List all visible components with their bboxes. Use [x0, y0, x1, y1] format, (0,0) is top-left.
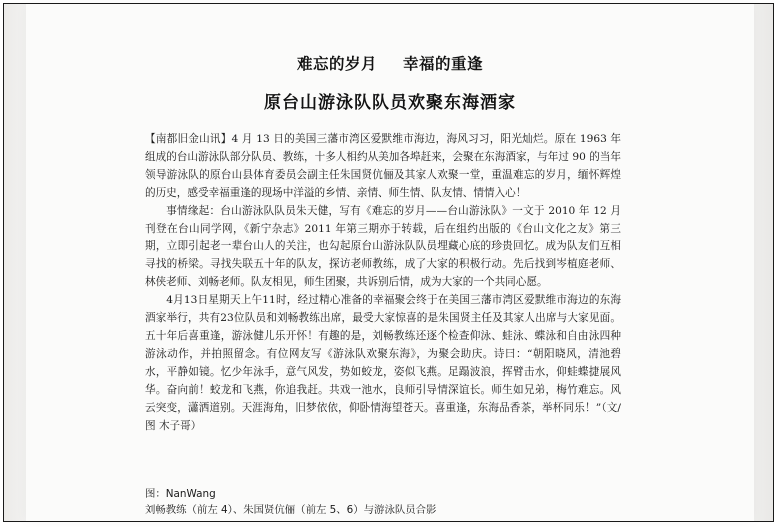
paragraph-background: 事情缘起：台山游泳队队员朱天健，写有《难忘的岁月——台山游泳队》一文于 2010 年 12 月刊登在台山同学网，《新宁杂志》2011 年第三期亦于转载，后在组约出版的《台山文化之友》第三期，立即引起老一辈台山人的关注，也勾起原台山游泳队队员埋藏心底的珍贵回忆。成为队友们互相寻找的桥梁。寻找失联五十年的队友，探访老师教练，成了大家的积极行动。先后找到岑植庭老师、林侠老师、刘畅老师。队友相见，师生团聚，共诉别后情，成为大家的一个共同心愿。 — [145, 204, 621, 289]
subheadline: 原台山游泳队队员欢聚东海酒家 — [264, 93, 516, 113]
headline-left: 难忘的岁月 — [296, 54, 377, 73]
headline-right: 幸福的重逢 — [403, 54, 484, 73]
paragraph-lead: 【南都旧金山讯】4 月 13 日的美国三藩市湾区爱默维市海边，海风习习，阳光灿烂。原在 1963 年组成的台山游泳队部分队员、教练，十多人相约从美加各埠赶来，会聚在东海酒家，与年过 90 的当年领导游泳队的原台山县体育委员会副主任朱国贤伉俪及其家人欢聚一堂，重温难忘的岁月，缅怀辉煌的历史，感受幸福重逢的现场中洋溢的乡情、亲情、师生情、队友情、情情入心！ — [145, 133, 621, 199]
photo-credit: 图：NanWang — [145, 488, 216, 500]
article-body — [145, 131, 621, 435]
paragraph-event: 4月13日星期天上午11时，经过精心准备的幸福聚会终于在美国三藩市湾区爱默维市海边的东海酒家举行，共有23位队员和刘畅教练出席，最受大家惊喜的是朱国贤主任及其家人出席与大家见面。五十年后喜重逢，游泳健儿乐开怀！有趣的是，刘畅教练还逐个检查仰泳、蛙泳、蝶泳和自由泳四种游泳动作，并拍照留念。有位网友写《游泳队欢聚东海》，为聚会助庆。诗曰：“朝阳晓风，清池碧水，平静如镜。忆少年泳手，意气风发，势如蛟龙，姿似飞燕。足蹋波浪，挥臂击水，仰蛙蝶捷展风华。奋向前！蛟龙和飞燕，你追我赶。共戏一池水，良师引导情深谊长。师生如兄弟，梅竹难忘。风云突变，瀟洒道别。天涯海角，旧梦依依，仰卧情海望苍天。喜重逢，东海品香茶，举杯同乐！”（文/图 木子哥） — [145, 294, 621, 432]
caption-text: 刘畅教练（前左 4）、朱国贤伉俪（前左 5、6）与游泳队员合影 — [145, 504, 437, 516]
photo-caption — [145, 486, 645, 518]
headline — [0, 52, 780, 74]
